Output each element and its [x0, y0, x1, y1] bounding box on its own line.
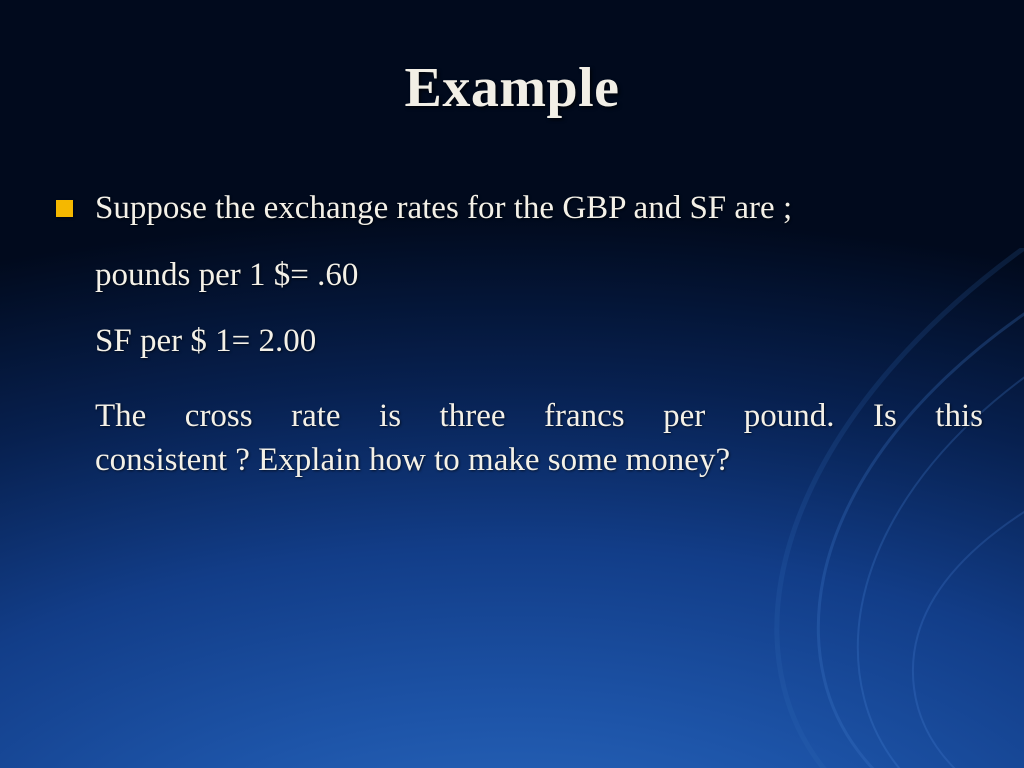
- bullet-item: [56, 186, 986, 231]
- square-bullet-icon: [56, 200, 73, 217]
- question-paragraph: [95, 394, 983, 483]
- slide-body: [56, 186, 986, 483]
- rate-line-2: SF per $ 1= 2.00: [95, 323, 317, 360]
- bullet-text: Suppose the exchange rates for the GBP and SF are ;: [95, 190, 793, 226]
- question-line-1: The cross rate is three francs per pound. Is this: [95, 397, 983, 434]
- rate-line-1: pounds per 1 $= .60: [95, 256, 359, 293]
- slide-title: Example: [404, 57, 620, 119]
- question-line-2: consistent ? Explain how to make some money?: [95, 442, 731, 479]
